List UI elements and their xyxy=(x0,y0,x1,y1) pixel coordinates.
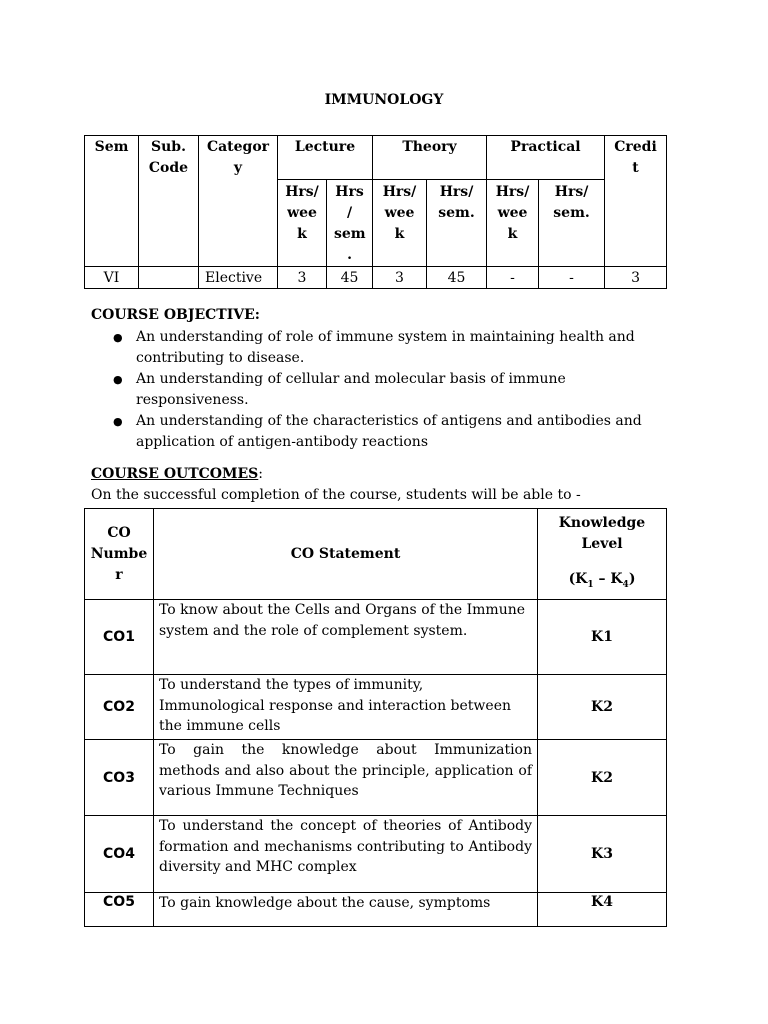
course-details-table xyxy=(84,135,667,289)
co-number: CO2 xyxy=(85,675,154,740)
table-row xyxy=(85,816,667,893)
bullet-icon: ● xyxy=(113,373,123,386)
co-statement: To understand the concept of theories of Antibody formation and mechanisms contributing to Antibody diversity and MHC complex xyxy=(154,816,538,893)
co-level: K2 xyxy=(538,740,667,816)
cell-lecture-week: 3 xyxy=(278,267,327,289)
header-lecture: Lecture xyxy=(278,136,373,180)
objective-text: An understanding of cellular and molecular basis of immune responsiveness. xyxy=(136,371,566,408)
table-row xyxy=(85,893,667,927)
cell-sem: VI xyxy=(85,267,139,289)
subheader-practical-week: Hrs/ wee k xyxy=(487,180,539,267)
header-credit: Credi t xyxy=(605,136,667,267)
table-row xyxy=(85,740,667,816)
subheader-lecture-sem: Hrs / sem . xyxy=(327,180,373,267)
course-outcomes-heading xyxy=(91,466,263,482)
header-co-statement: CO Statement xyxy=(154,509,538,600)
co-level: K1 xyxy=(538,600,667,675)
subheader-practical-sem: Hrs/ sem. xyxy=(539,180,605,267)
header-co-number: CO Numbe r xyxy=(85,509,154,600)
objective-text: An understanding of role of immune system in maintaining health and contributing to disease. xyxy=(136,329,635,366)
co-statement: To gain knowledge about the cause, symptoms xyxy=(154,893,538,927)
header-knowledge-level xyxy=(538,509,667,600)
header-category: Categor y xyxy=(199,136,278,267)
table-row xyxy=(85,600,667,675)
co-level: K2 xyxy=(538,675,667,740)
course-outcomes-table xyxy=(84,508,667,927)
co-level: K4 xyxy=(538,893,667,927)
co-level: K3 xyxy=(538,816,667,893)
co-number: CO1 xyxy=(85,600,154,675)
co-statement: To gain the knowledge about Immunization methods and also about the principle, application of various Immune Techniques xyxy=(154,740,538,816)
cell-credit: 3 xyxy=(605,267,667,289)
table-row xyxy=(85,675,667,740)
header-sem: Sem xyxy=(85,136,139,267)
co-number: CO5 xyxy=(85,893,154,927)
knowledge-level-label: Knowledge Level xyxy=(558,514,646,552)
bullet-icon: ● xyxy=(113,331,123,344)
cell-lecture-sem: 45 xyxy=(327,267,373,289)
cell-sub-code xyxy=(139,267,199,289)
cell-theory-sem: 45 xyxy=(427,267,487,289)
course-objective-heading xyxy=(91,307,260,323)
cell-category: Elective xyxy=(199,267,278,289)
header-practical: Practical xyxy=(487,136,605,180)
header-theory: Theory xyxy=(373,136,487,180)
course-objective-heading-text: COURSE OBJECTIVE: xyxy=(91,307,260,323)
co-number: CO3 xyxy=(85,740,154,816)
co-number: CO4 xyxy=(85,816,154,893)
course-outcomes-heading-text: COURSE OUTCOMES xyxy=(91,466,259,482)
objective-list xyxy=(91,327,681,453)
list-item xyxy=(91,369,681,411)
co-statement: To know about the Cells and Organs of the Immune system and the role of complement system. xyxy=(154,600,538,675)
co-statement: To understand the types of immunity, Immunological response and interaction between the immune cells xyxy=(154,675,538,740)
list-item xyxy=(91,411,681,453)
subheader-theory-week: Hrs/ wee k xyxy=(373,180,427,267)
cell-practical-week: - xyxy=(487,267,539,289)
page-title: IMMUNOLOGY xyxy=(324,92,444,108)
list-item xyxy=(91,327,681,369)
course-outcomes-intro: On the successful completion of the course, students will be able to - xyxy=(91,487,581,503)
subheader-theory-sem: Hrs/ sem. xyxy=(427,180,487,267)
header-sub-code: Sub. Code xyxy=(139,136,199,267)
cell-practical-sem: - xyxy=(539,267,605,289)
knowledge-level-range: $(K_1 - K_4)$ xyxy=(568,570,636,590)
course-outcomes-heading-colon: : xyxy=(258,466,263,482)
objective-text: An understanding of the characteristics of antigens and antibodies and application of antigen-antibody reactions xyxy=(136,413,642,450)
subheader-lecture-week: Hrs/ wee k xyxy=(278,180,327,267)
bullet-icon: ● xyxy=(113,415,123,428)
cell-theory-week: 3 xyxy=(373,267,427,289)
